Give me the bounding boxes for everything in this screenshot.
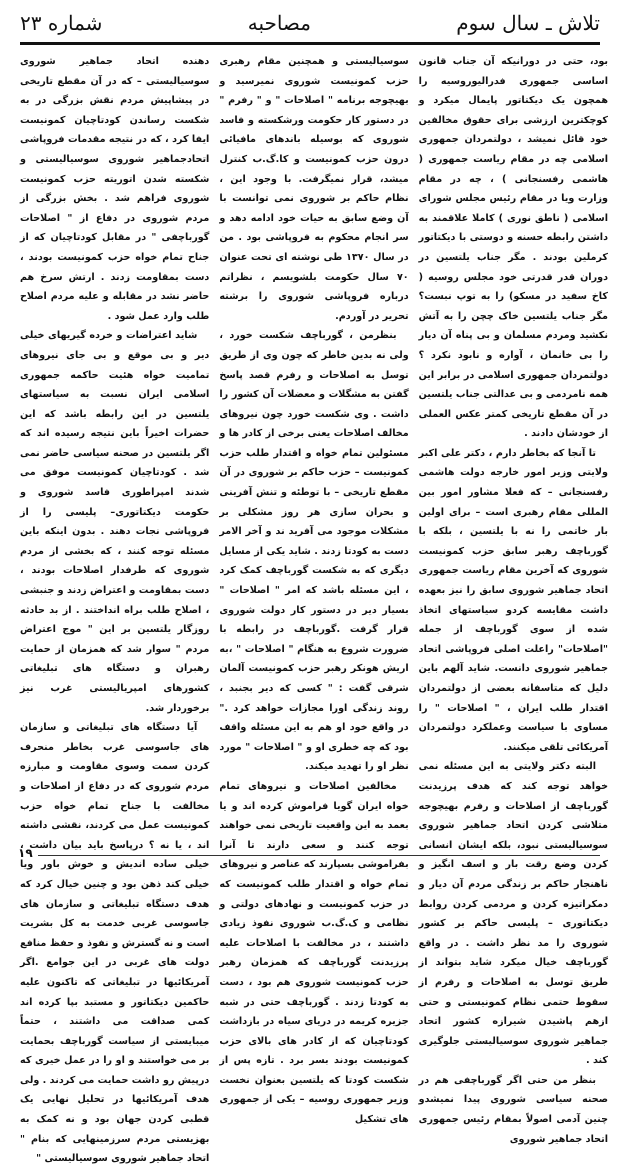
paragraph: آیا دستگاه های تبلیغاتی و سازمان های جاسوسی غرب بخاطر منحرف کردن سمت وسوی مقاومت و مبارزه مردم شوروی که در دفاع از اصلاحات و مخالفت با جناح تمام خواه حزب کمونیست عمل می کردند، نقشی داشته اند ، یا نه ؟ درپاسخ باید بیان داشت ، خیلی ساده اندیش و خوش باور ویا خیلی کند ذهن بود و چنین خیال کرد که هدف دستگاه تبلیغاتی و سازمان های جاسوسی غربی خدمت به کل بشریت است و نه گسترش و نفوذ و حفظ منافع دولت های غربی در این جوامع .اگر آمریکائیها در تبلیغاتی که تاکنون علیه حاکمین دیکتاتور و مستبد بپا کرده اند کمی صداقت می داشتند ، حتماً میبایستی از سیاست گورباچف بحمایت بر می خواستند و او را در عمل خیری که درپیش رو داشت حمایت می کردند . ولی هدف آمریکائیها در تحلیل نهایی یک قطبی کردن جهان بود و نه کمک به بهزیستی مردم سرزمینهایی که بنام " اتحاد جماهیر شوروی سوسیالیستی " (20, 722, 210, 1165)
paragraph: بود، حتی در دورانیکه آن جناب قانون اساسی جمهوری فدرالیوروسیه را همچون یک دیکتاتور پایمال میکرد و کوچکترین ارزشی برای حقوق مخالفین خود قائل نمیشد ، دولتمردان جمهوری اسلامی چه در مقام ریاست جمهوری ( هاشمی رفسنجانی ) ، چه در مقام وزارت ویا در مقام رئیس مجلس شورای اسلامی ( ناطق نوری ) کاملا علاقمند به داشتن رابطه حسنه و دوستی با دیکتاتور کرملین بودند . مگر جناب یلتسین در دوران قدر قدرتی خود مجلس روسیه ( کاخ سفید در مسکو) را به توپ نبست؟ مگر جناب یلتسین خاک چچن را به آتش نکشید ومردم مسلمان و بی پناه آن دیار را بی خانمان ، آواره و نابود نکرد ؟ دولتمردان جمهوری اسلامی در برابر این همه نامردمی و بی عدالتی جناب یلتسین در آن مقطع تاریخی کمتر عکس العملی از خودشان دادند . (418, 56, 608, 440)
paragraph: شاید اعتراضات و خرده گیریهای خیلی دیر و بی موقع و بی جای نیروهای تمامیت خواه هئیت حاکمه جمهوری اسلامی ایران نسبت به سیاستهای یلتسین در این رابطه باشد که این حضرات اخیراً باین نتیجه رسیده اند که اگر یلتسین در صحنه سیاسی حاضر نمی شد . کودتاچیان کمونیست موفق می شدند امپراطوری فاسد شوروی و حکومت دیکتاتوری– پلیسی را از فروپاشی نجات دهند . بدون اینکه باین مسئله توجه کنند ، که بخشی از مردم شوروی که طرفدار اصلاحات بودند ، دست بمقاومت و اعتراض زدند و جنبشی ، اصلاح طلب براه انداختند . از بد حادثه روزگار یلتسین بر این " موج اعتراض مردم " سوار شد که همزمان از حمایت رهبران و دستگاه های تبلیغاتی کشورهای امپریالیستی غرب نیز برخوردار شد. (20, 330, 210, 714)
paragraph: بنظرمن ، گورباچف شکست خورد ، ولی نه بدین خاطر که چون وی از طریق توسل به اصلاحات و رفرم قصد پاسخ گفتن به مشگلات و معضلات آن کشور را داشت . وی شکست خورد چون نیروهای مخالف اصلاحات یعنی برخی از کادر ها و مسئولین تمام خواه و اقتدار طلب حزب کمونیست – حزب حاکم بر شوروی در آن مقطع تاریخی – با توطئه و تنش آفرینی و بحران سازی هر روز مشکلی بر مشکلات موجود می آفرید ند و آخر الامر دست به کودتا زدند . شاید یکی از مسایل دیگری که به شکست گورباچف کمک کرد ، این مسئله باشد که امر " اصلاحات " بسیار دیر در دستور کار دولت شوروی قرار گرفت .گورباچف در رابطه با ضرورت شروع به هنگام " اصلاحات " ،به اریش هونکر رهبر حزب کمونیست آلمان شرقی گفت : " کسی که دیر بجنبد ، روند زندگی اورا مجازات خواهد کرد ." در واقع خود او هم به این مسئله واقف بود که چه خطری او و " اصلاحات " مورد نظر او را تهدید میکند. (219, 330, 409, 773)
header-divider (20, 42, 600, 45)
running-header (20, 2, 600, 38)
paragraph: سوسیالیستی و همچنین مقام رهبری حزب کمونیست شوروی نمیرسید و بهیچوجه برنامه " اصلاحات " و " رفرم " در دستور کار حکومت ورشکسته و فاسد شوروی که بوسیله باندهای مافیائی درون حزب کمونیست و کا.گ.ب کنترل میشد، قرار نمیگرفت. با وجود این ، نظام حاکم بر شوروی نمی توانست با آن وضع سابق به حیات خود ادامه دهد و سر انجام محکوم به فروپاشی بود . من در سال ۱۳۷۰ طی نوشته ای تحت عنوان ۷۰ سال حکومت بلشویسم ، نظراتم درباره فروپاشی شوروی را برشته تحریر در آوردم. (219, 56, 409, 322)
page-number: ۱۹ (18, 846, 33, 860)
publication-title: تلاش ـ سال سوم (456, 11, 600, 35)
footer-divider (38, 855, 600, 856)
paragraph: البته دکتر ولایتی به این مسئله نمی خواهد توجه کند که هدف پرزیدنت گورباچف از اصلاحات و رفرم بهیچوجه متلاشی کردن اتحاد جماهیر شوروی سوسیالیستی نبود، بلکه ایشان انسانی کردن وضع رقت بار و اسف انگیز و ناهنجار حاکم بر زندگی مردم آن دیار و دمکراتیزه کردن و مردمی کردن روابط دیکتاتوری – پلیسی حاکم بر کشور شوروی را مد نظر داشت . در واقع گورباچف خیال میکرد شاید بتواند از طریق توسل به اصلاحات و رفرم از سقوط حتمی نظام کمونیستی و حتی ازهم پاشیدن شیرازه کشور اتحاد جماهیر شوروی سوسیالیستی جلوگیری کند . (418, 761, 608, 1067)
paragraph: بنظر من حتی اگر گورباچفی هم در صحنه سیاسی شوروی پیدا نمیشدو چنین آدمی اصولاً بمقام رئیس جمهوری اتحاد جماهیر شوروی (418, 1074, 608, 1145)
paragraph: تا آنجا که بخاطر دارم ، دکتر علی اکبر ولایتی وزیر امور خارجه دولت هاشمی رفسنجانی – که فعلا مشاور امور بین المللی مقام رهبری است – برای اولین بار خاتمی را نه با یلتسین ، بلکه با گورباچف رهبر سابق حزب کمونیست شوروی که آخرین مقام ریاست جمهوری اتحاد جماهیر شوروی سابق را نیز بعهده داشت مقایسه کردو سیاستهای اتخاذ شده از سوی گورباچف از جمله "اصلاحات" راعلت اصلی فروپاشی اتحاد جماهیر شوروی دانست. شاید آلهم باین دلیل که متاسفانه بعضی از دولتمردان اقتدار طلب ایران ، " اصلاحات " را مساوی با سیاست وعملکرد دولتمردان آمریکائی تلقی میکنند. (418, 447, 608, 753)
section-title: مصاحبه (247, 11, 311, 35)
issue-number: شماره ۲۳ (20, 11, 103, 35)
paragraph: دهنده اتحاد جماهیر شوروی سوسیالیستی – که در آن مقطع تاریخی در پیشاپیش مردم نقش بزرگی در به شکست رساندن کودتاچیان کمونیست ایفا کرد ، که در نتیجه مقدمات فروپاشی اتحادجماهیر شوروی سوسیالیستی و شکسته شدن اتوریته حزب کمونیست شوروی فراهم شد . بخش بزرگی از مردم شوروی در دفاع از " اصلاحات گورباچفی " در مقابل کودتاچیان که از جناح تمام خواه حزب کمونیست بودند ، دست بمقاومت زدند . ارتش سرخ هم حاضر نشد در مقابله و علیه مردم اصلاح طلب وارد عمل شود . (20, 56, 210, 322)
paragraph: مخالفین اصلاحات و نیروهای تمام خواه ایران گویا فراموش کرده اند و یا بعمد به این واقعیت تاریخی نمی خواهند توجه کنند و سعی دارند تا آنرا بفراموشی بسپارند که عناصر و نیروهای تمام خواه و اقتدار طلب کمونیست که در حزب کمونیست و نهادهای دولتی و نظامی و ک.گ.ب شوروی نفوذ زیادی داشتند ، در مخالفت با اصلاحات علیه پرزیدنت گورباچف که همزمان رهبر حزب کمونیست شوروی هم بود ، دست به کودتا زدند . گورباچف حتی در شبه جزیره کریمه در دریای سیاه در بازداشت کودتاچیان که از کادر های بالای حزب کمونیست بودند بسر برد . تازه پس از شکست کودتا که یلتسین بعنوان نخست وزیر جمهوری روسیه – یکی از جمهوری های تشکیل (219, 780, 409, 1126)
column-middle (219, 52, 409, 1126)
column-right (418, 52, 608, 1145)
